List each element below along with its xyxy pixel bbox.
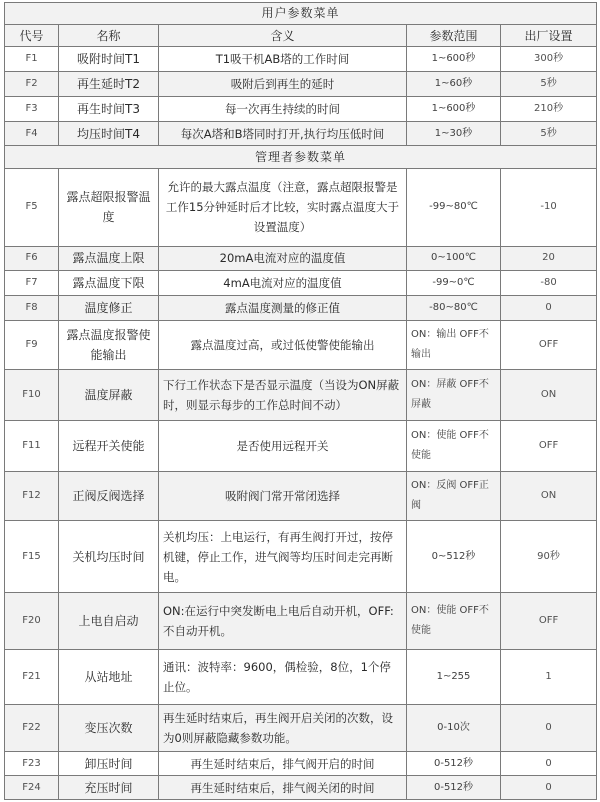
- param-name: 正阀反阀选择: [59, 471, 159, 521]
- param-meaning: 每一次再生持续的时间: [159, 96, 407, 121]
- table-row: [5, 96, 597, 121]
- user-section-title: 用户参数菜单: [5, 3, 597, 25]
- admin-section-title: 管理者参数菜单: [5, 146, 597, 169]
- param-meaning: 20mA电流对应的温度值: [159, 246, 407, 271]
- param-range: 1~60秒: [407, 72, 501, 97]
- param-meaning: 每次A塔和B塔同时打开,执行均压低时间: [159, 121, 407, 146]
- param-name: 均压时间T4: [59, 121, 159, 146]
- table-row: [5, 776, 597, 800]
- table-row: [5, 47, 597, 72]
- user-section-row: [5, 3, 597, 25]
- param-meaning: 吸附阀门常开常闭选择: [159, 471, 407, 521]
- table-row: [5, 471, 597, 521]
- param-meaning: T1吸干机AB塔的工作时间: [159, 47, 407, 72]
- table-row: [5, 650, 597, 705]
- param-meaning: 通讯：波特率：9600，偶检验，8位，1个停止位。: [159, 650, 407, 705]
- param-meaning: 再生延时结束后，再生阀开启关闭的次数，设为0则屏蔽隐藏参数功能。: [159, 704, 407, 751]
- header-meaning: 含义: [159, 24, 407, 47]
- param-range: 1~600秒: [407, 47, 501, 72]
- param-name: 露点超限报警温度: [59, 169, 159, 246]
- param-default: 0: [501, 752, 597, 776]
- param-default: OFF: [501, 420, 597, 471]
- param-code: F11: [5, 420, 59, 471]
- param-code: F21: [5, 650, 59, 705]
- param-default: OFF: [501, 593, 597, 650]
- param-code: F15: [5, 521, 59, 593]
- param-meaning: 露点温度测量的修正值: [159, 296, 407, 321]
- param-default: 0: [501, 776, 597, 800]
- table-row: [5, 752, 597, 776]
- param-range: 1~600秒: [407, 96, 501, 121]
- param-range: ON：反阀 OFF正阀: [407, 471, 501, 521]
- param-meaning: 吸附后到再生的延时: [159, 72, 407, 97]
- param-range: 1~30秒: [407, 121, 501, 146]
- table-row: [5, 271, 597, 296]
- param-default: 90秒: [501, 521, 597, 593]
- table-row: [5, 121, 597, 146]
- param-range: ON：使能 OFF不使能: [407, 593, 501, 650]
- param-code: F8: [5, 296, 59, 321]
- parameter-table: [4, 2, 597, 800]
- param-default: ON: [501, 370, 597, 421]
- param-default: OFF: [501, 320, 597, 370]
- table-row: [5, 521, 597, 593]
- table-row: [5, 370, 597, 421]
- table-row: [5, 320, 597, 370]
- param-meaning: 4mA电流对应的温度值: [159, 271, 407, 296]
- param-meaning: 关机均压：上电运行，有再生阀打开过，按停机键，停止工作，进气阀等均压时间走完再断电。: [159, 521, 407, 593]
- param-code: F20: [5, 593, 59, 650]
- param-range: 0~512秒: [407, 521, 501, 593]
- param-code: F6: [5, 246, 59, 271]
- param-code: F3: [5, 96, 59, 121]
- table-row: [5, 420, 597, 471]
- param-default: 5秒: [501, 121, 597, 146]
- param-range: ON：屏蔽 OFF不屏蔽: [407, 370, 501, 421]
- param-default: 210秒: [501, 96, 597, 121]
- param-name: 露点温度下限: [59, 271, 159, 296]
- table-row: [5, 296, 597, 321]
- param-meaning: 再生延时结束后，排气阀关闭的时间: [159, 776, 407, 800]
- param-range: 0~100℃: [407, 246, 501, 271]
- param-code: F22: [5, 704, 59, 751]
- admin-section-row: [5, 146, 597, 169]
- param-range: 0-10次: [407, 704, 501, 751]
- param-code: F5: [5, 169, 59, 246]
- param-meaning: 是否使用远程开关: [159, 420, 407, 471]
- param-code: F12: [5, 471, 59, 521]
- param-name: 温度屏蔽: [59, 370, 159, 421]
- param-range: 0-512秒: [407, 752, 501, 776]
- param-name: 温度修正: [59, 296, 159, 321]
- param-code: F7: [5, 271, 59, 296]
- param-name: 远程开关使能: [59, 420, 159, 471]
- header-range: 参数范围: [407, 24, 501, 47]
- header-row: [5, 24, 597, 47]
- table-row: [5, 169, 597, 246]
- param-range: -80~80℃: [407, 296, 501, 321]
- param-code: F1: [5, 47, 59, 72]
- header-code: 代号: [5, 24, 59, 47]
- param-name: 露点温度上限: [59, 246, 159, 271]
- param-meaning: 再生延时结束后，排气阀开启的时间: [159, 752, 407, 776]
- param-name: 上电自启动: [59, 593, 159, 650]
- param-meaning: 下行工作状态下是否显示温度（当设为ON屏蔽时，则显示每步的工作总时间不动）: [159, 370, 407, 421]
- param-name: 变压次数: [59, 704, 159, 751]
- param-default: -10: [501, 169, 597, 246]
- param-range: -99~0℃: [407, 271, 501, 296]
- header-default: 出厂设置: [501, 24, 597, 47]
- param-range: -99~80℃: [407, 169, 501, 246]
- param-range: 0-512秒: [407, 776, 501, 800]
- param-default: 20: [501, 246, 597, 271]
- header-name: 名称: [59, 24, 159, 47]
- param-default: 0: [501, 704, 597, 751]
- table-row: [5, 246, 597, 271]
- param-name: 露点温度报警使能输出: [59, 320, 159, 370]
- param-default: ON: [501, 471, 597, 521]
- param-default: 1: [501, 650, 597, 705]
- param-range: ON：使能 OFF不使能: [407, 420, 501, 471]
- param-name: 吸附时间T1: [59, 47, 159, 72]
- param-code: F2: [5, 72, 59, 97]
- param-code: F9: [5, 320, 59, 370]
- param-code: F24: [5, 776, 59, 800]
- param-name: 充压时间: [59, 776, 159, 800]
- param-code: F23: [5, 752, 59, 776]
- param-name: 从站地址: [59, 650, 159, 705]
- param-meaning: 露点温度过高，或过低使警使能输出: [159, 320, 407, 370]
- param-default: 0: [501, 296, 597, 321]
- param-name: 再生延时T2: [59, 72, 159, 97]
- param-default: 5秒: [501, 72, 597, 97]
- param-meaning: 允许的最大露点温度（注意，露点超限报警是工作15分钟延时后才比较，实时露点温度大于设置温度）: [159, 169, 407, 246]
- param-code: F4: [5, 121, 59, 146]
- param-default: 300秒: [501, 47, 597, 72]
- param-default: -80: [501, 271, 597, 296]
- param-name: 关机均压时间: [59, 521, 159, 593]
- param-name: 卸压时间: [59, 752, 159, 776]
- param-code: F10: [5, 370, 59, 421]
- param-range: 1~255: [407, 650, 501, 705]
- param-meaning: ON:在运行中突发断电上电后自动开机，OFF:不自动开机。: [159, 593, 407, 650]
- table-row: [5, 72, 597, 97]
- table-row: [5, 593, 597, 650]
- param-range: ON：输出 OFF不输出: [407, 320, 501, 370]
- table-row: [5, 704, 597, 751]
- param-name: 再生时间T3: [59, 96, 159, 121]
